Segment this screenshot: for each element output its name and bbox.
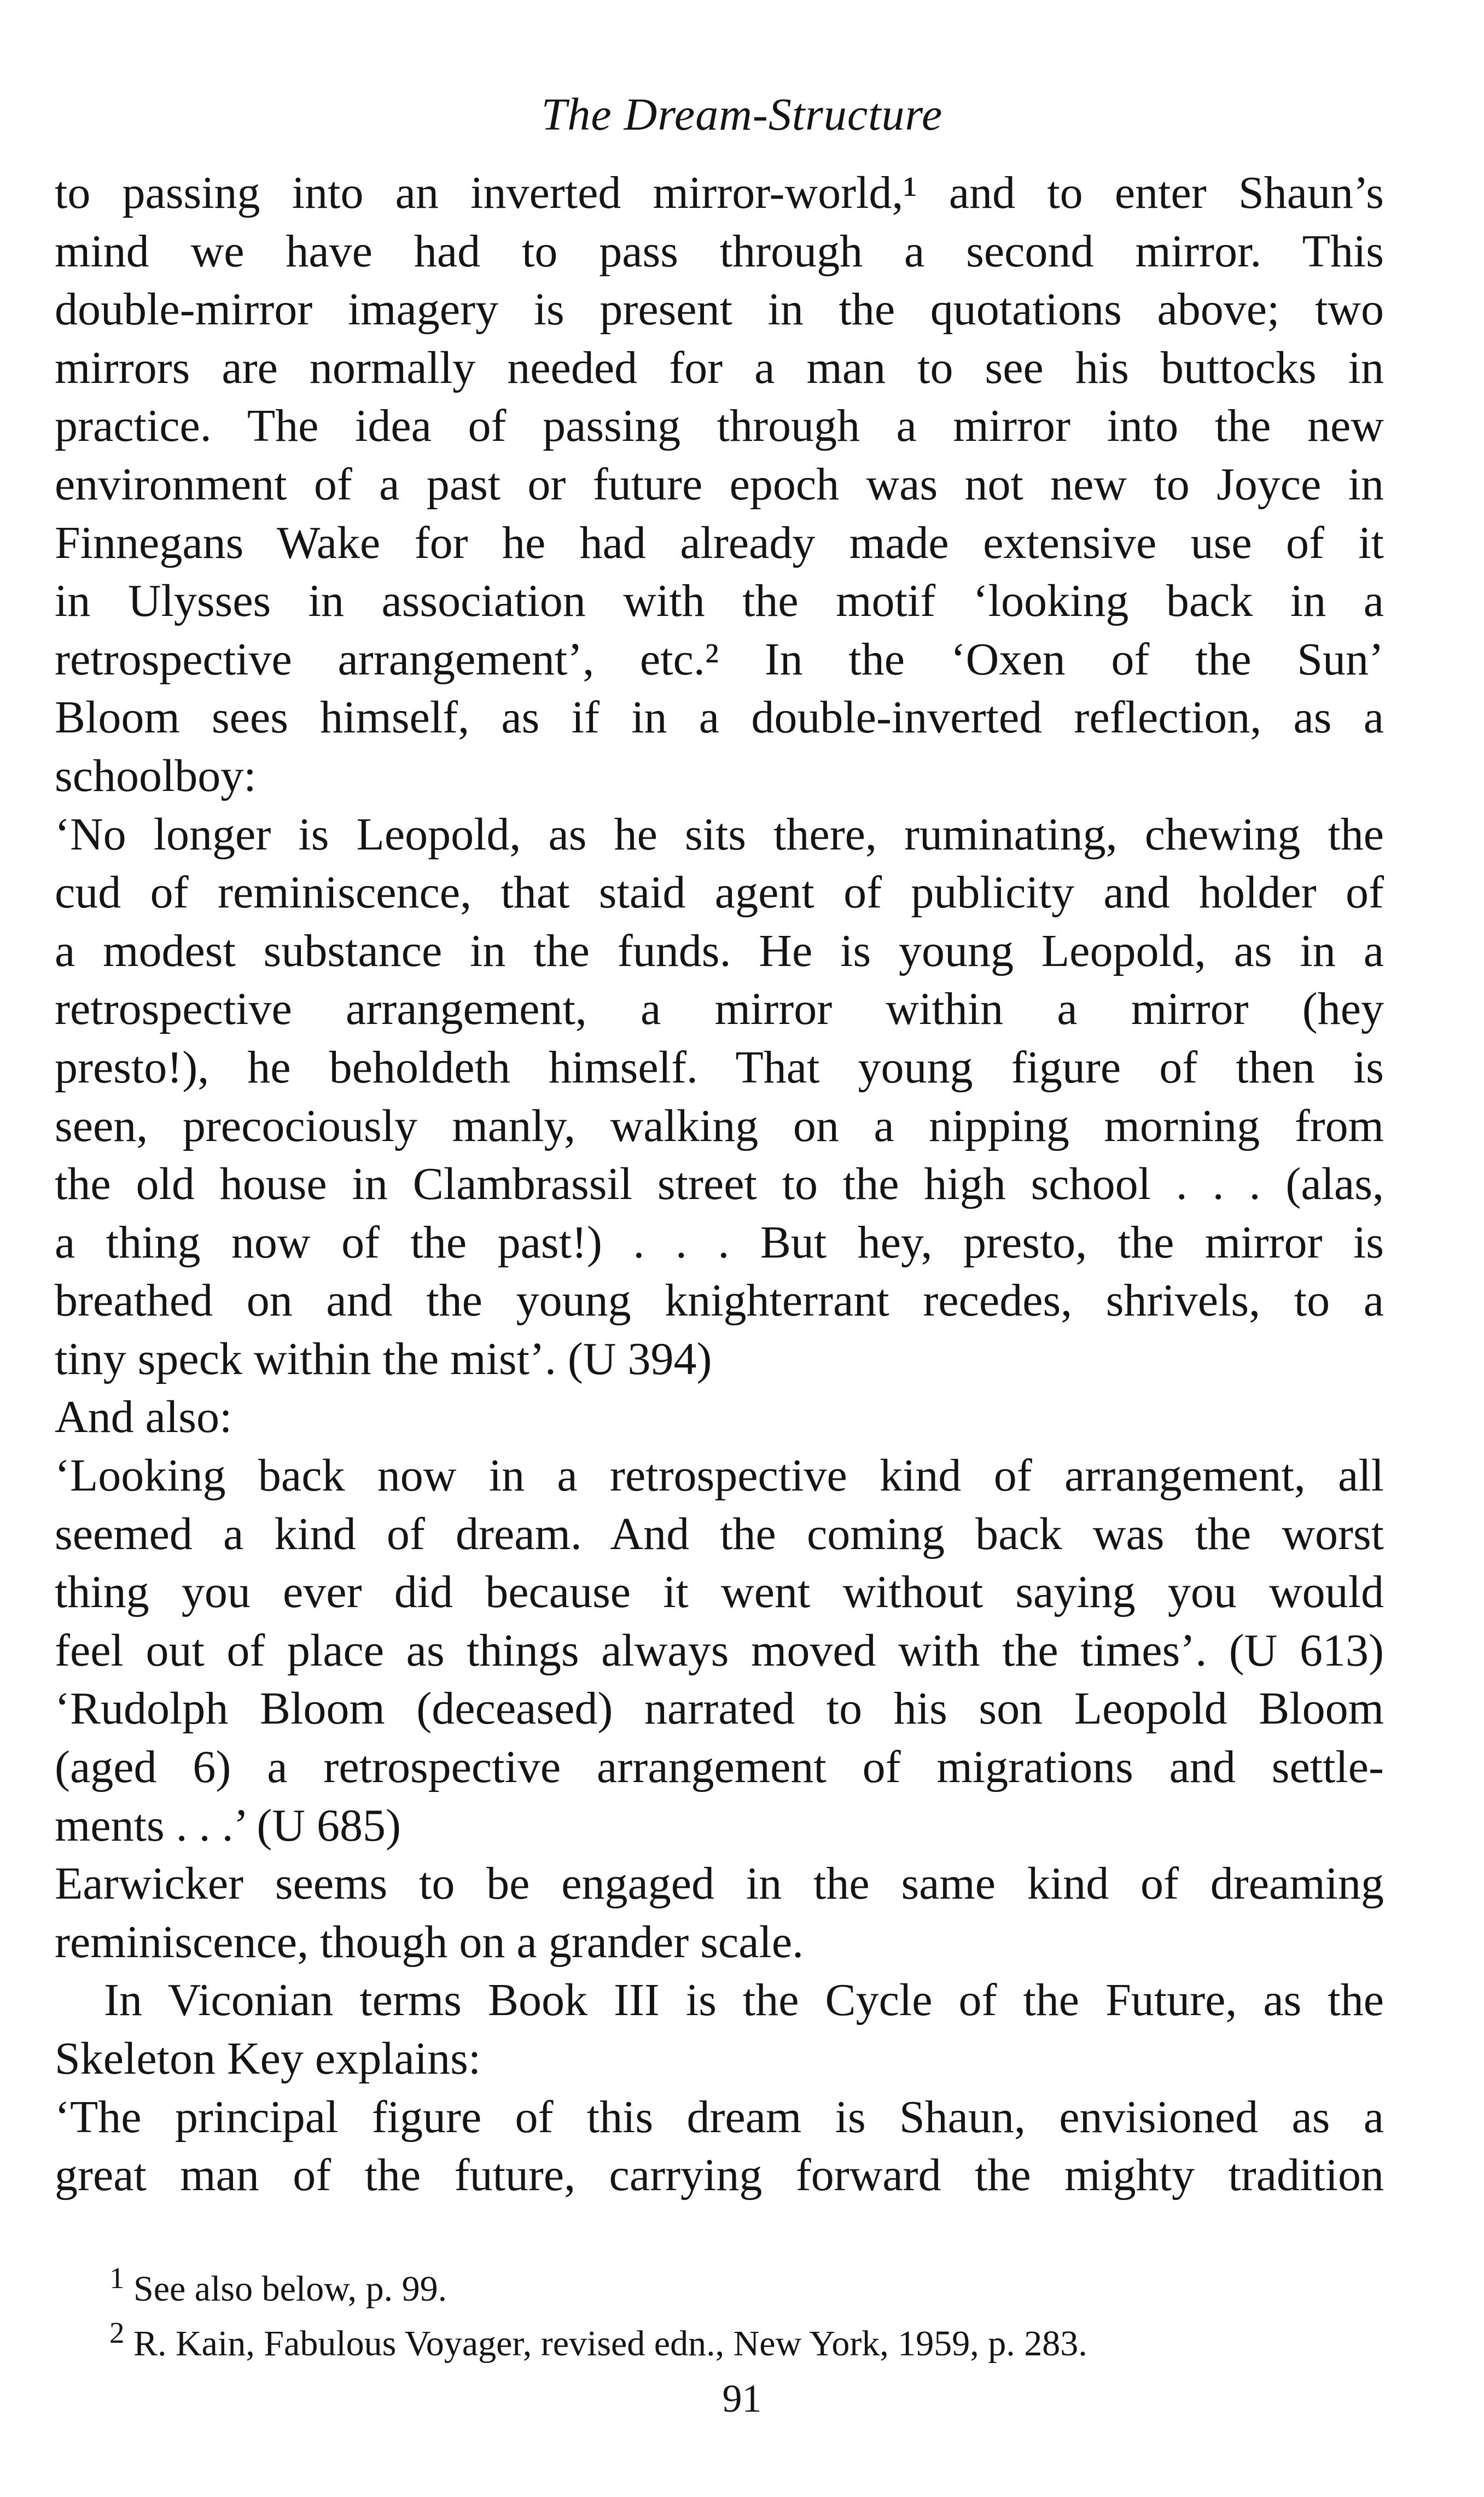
text-line: In Viconian terms Book III is the Cycle of the Future, as the: [104, 1975, 1384, 2026]
text-line: thing you ever did because it went without saying you would: [55, 1567, 1384, 1618]
text-line: Finnegans Wake for he had already made extensive use of it: [55, 517, 1384, 568]
text-line: a thing now of the past!) . . . But hey, presto, the mirror is: [55, 1217, 1384, 1268]
text-line: Skeleton Key explains:: [55, 2033, 481, 2084]
text-line: presto!), he beholdeth himself. That young figure of then is: [55, 1041, 1384, 1093]
main-text: [55, 164, 1384, 2205]
running-header: The Dream-Structure: [541, 89, 943, 140]
text-line: seen, precociously manly, walking on a nipping morning from: [55, 1100, 1384, 1151]
text-line: the old house in Clambrassil street to the high school . . . (alas,: [55, 1159, 1384, 1210]
footnote-2: [109, 2311, 1367, 2366]
text-line: feel out of place as things always moved with the times’. (U 613): [55, 1625, 1384, 1676]
text-line: in Ulysses in association with the motif ‘looking back in a: [55, 575, 1384, 627]
text-line: ‘No longer is Leopold, as he sits there, ruminating, chewing the: [55, 808, 1384, 860]
text-line: a modest substance in the funds. He is young Leopold, as in a: [55, 925, 1384, 976]
text-line: ‘The principal figure of this dream is Shaun, envisioned as a: [55, 2091, 1384, 2143]
text-line: tiny speck within the mist’. (U 394): [55, 1333, 712, 1384]
text-line: seemed a kind of dream. And the coming back was the worst: [55, 1508, 1384, 1559]
footnote-text: R. Kain, Fabulous Voyager, revised edn., New York, 1959, p. 283.: [133, 2324, 1087, 2364]
text-line: ments . . .’ (U 685): [55, 1800, 401, 1851]
page-number: 91: [722, 2377, 762, 2420]
text-line: to passing into an inverted mirror-world,¹ and to enter Shaun’s: [55, 167, 1384, 218]
text-line: ‘Looking back now in a retrospective kind of arrangement, all: [55, 1450, 1384, 1501]
text-line: great man of the future, carrying forward the mighty tradition: [55, 2150, 1384, 2201]
footnote-mark: 2: [109, 2316, 125, 2349]
text-line: Earwicker seems to be engaged in the same kind of dreaming: [55, 1858, 1384, 1910]
text-line: cud of reminiscence, that staid agent of publicity and holder of: [55, 867, 1384, 918]
footnote-mark: 1: [109, 2261, 125, 2295]
text-line: retrospective arrangement’, etc.² In the ‘Oxen of the Sun’: [55, 633, 1384, 685]
footnote-1: [109, 2256, 1367, 2311]
text-line: practice. The idea of passing through a mirror into the new: [55, 400, 1384, 452]
text-line: mind we have had to pass through a second mirror. This: [55, 225, 1384, 277]
text-line: environment of a past or future epoch was not new to Joyce in: [55, 458, 1384, 510]
text-line: retrospective arrangement, a mirror within a mirror (hey: [55, 983, 1384, 1035]
text-line: mirrors are normally needed for a man to see his buttocks in: [55, 342, 1384, 393]
footnote-text: See also below, p. 99.: [133, 2269, 447, 2309]
text-line: schoolboy:: [55, 750, 257, 801]
text-line: double-mirror imagery is present in the quotations above; two: [55, 284, 1384, 335]
text-line: And also:: [55, 1392, 232, 1443]
text-line: ‘Rudolph Bloom (deceased) narrated to his son Leopold Bloom: [55, 1683, 1384, 1734]
footnotes: [109, 2256, 1367, 2366]
text-line: reminiscence, though on a grander scale.: [55, 1916, 804, 1968]
text-line: Bloom sees himself, as if in a double-inverted reflection, as a: [55, 692, 1384, 743]
text-line: (aged 6) a retrospective arrangement of migrations and settle-: [55, 1742, 1384, 1793]
text-line: breathed on and the young knighterrant recedes, shrivels, to a: [55, 1275, 1384, 1326]
